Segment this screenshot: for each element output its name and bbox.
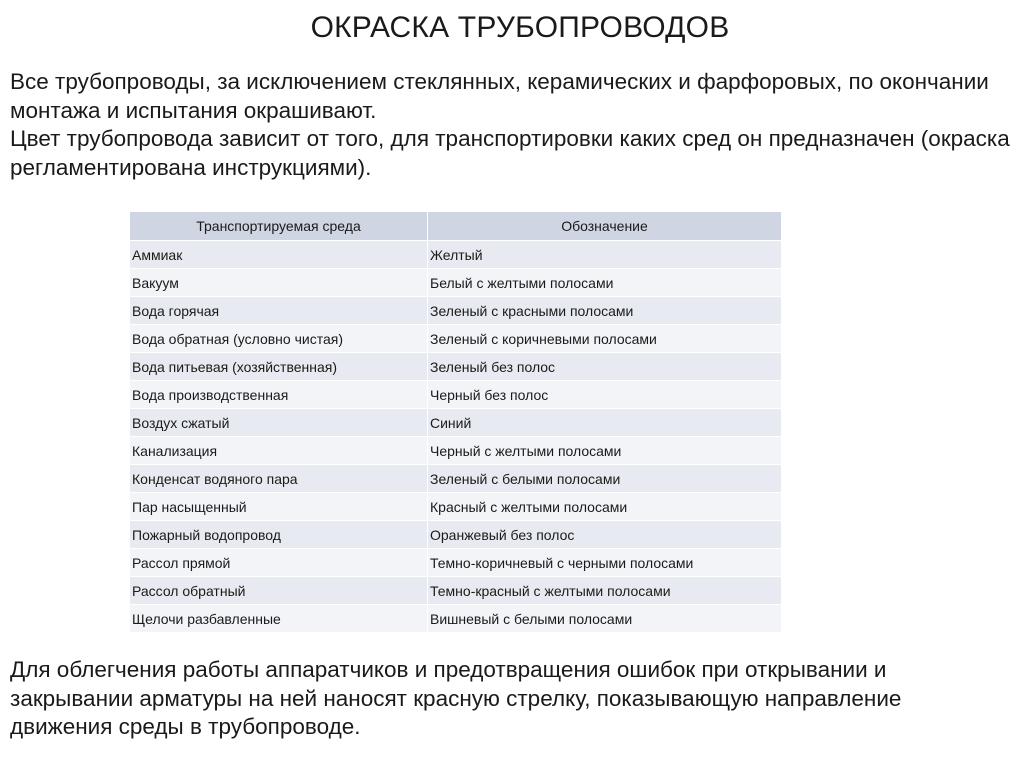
cell-designation: Темно-красный с желтыми полосами: [428, 577, 782, 605]
cell-designation: Белый с желтыми полосами: [428, 269, 782, 297]
cell-medium: Вода производственная: [130, 381, 428, 409]
table-row: [130, 465, 782, 493]
cell-designation: Желтый: [428, 241, 782, 269]
cell-designation: Зеленый с коричневыми полосами: [428, 325, 782, 353]
cell-medium: Конденсат водяного пара: [130, 465, 428, 493]
cell-designation: Оранжевый без полос: [428, 521, 782, 549]
table-row: [130, 269, 782, 297]
cell-medium: Пожарный водопровод: [130, 521, 428, 549]
cell-medium: Вода горячая: [130, 297, 428, 325]
cell-designation: Вишневый с белыми полосами: [428, 605, 782, 633]
table-row: [130, 297, 782, 325]
intro-paragraph: Все трубопроводы, за исключением стеклянных, керамических и фарфоровых, по окончании монтажа и испытания окрашивают.: [10, 69, 989, 123]
table-row: [130, 241, 782, 269]
table-row: [130, 409, 782, 437]
cell-medium: Вода питьевая (хозяйственная): [130, 353, 428, 381]
table-row: [130, 549, 782, 577]
cell-medium: Рассол обратный: [130, 577, 428, 605]
header-designation: Обозначение: [428, 212, 782, 241]
cell-designation: Темно-коричневый с черными полосами: [428, 549, 782, 577]
cell-designation: Черный с желтыми полосами: [428, 437, 782, 465]
cell-designation: Черный без полос: [428, 381, 782, 409]
outro-text: Для облегчения работы аппаратчиков и предотвращения ошибок при открывании и закрывании арматуры на ней наносят красную стрелку, показывающую направление движения среды в трубопроводе.: [10, 657, 902, 739]
table-row: [130, 605, 782, 633]
intro-text: [10, 68, 1010, 182]
table-row: [130, 493, 782, 521]
page-title: ОКРАСКА ТРУБОПРОВОДОВ: [310, 11, 730, 44]
pipe-color-table: [129, 211, 782, 633]
cell-medium: Пар насыщенный: [130, 493, 428, 521]
cell-designation: Синий: [428, 409, 782, 437]
cell-medium: Вакуум: [130, 269, 428, 297]
cell-medium: Канализация: [130, 437, 428, 465]
header-medium: Транспортируемая среда: [130, 212, 428, 241]
table-body: [130, 241, 782, 633]
table-row: [130, 381, 782, 409]
cell-designation: Зеленый с белыми полосами: [428, 465, 782, 493]
table-row: [130, 437, 782, 465]
table-row: [130, 325, 782, 353]
table-row: [130, 521, 782, 549]
table-header-row: [130, 212, 782, 241]
cell-medium: Рассол прямой: [130, 549, 428, 577]
table-row: [130, 353, 782, 381]
cell-medium: Вода обратная (условно чистая): [130, 325, 428, 353]
cell-medium: Аммиак: [130, 241, 428, 269]
cell-medium: Воздух сжатый: [130, 409, 428, 437]
cell-designation: Зеленый с красными полосами: [428, 297, 782, 325]
table-row: [130, 577, 782, 605]
cell-designation: Зеленый без полос: [428, 353, 782, 381]
cell-designation: Красный с желтыми полосами: [428, 493, 782, 521]
cell-medium: Щелочи разбавленные: [130, 605, 428, 633]
intro-paragraph: Цвет трубопровода зависит от того, для транспортировки каких сред он предназначен (окраска регламентирована инструкциями).: [10, 126, 1010, 180]
